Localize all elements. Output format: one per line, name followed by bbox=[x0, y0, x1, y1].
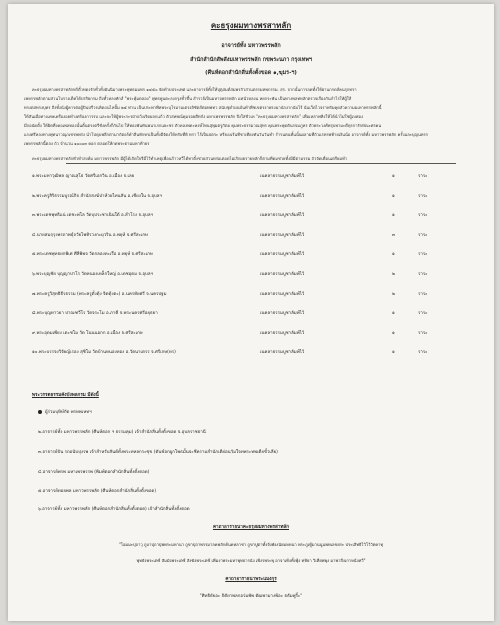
donor-name: ๓.พระเดชพุทธิแน่ เตชะพโล วัดบุประชาเนินใต้ อ.สำโรง จ.อุบลฯ bbox=[32, 213, 153, 218]
subtitle-line: สำนักสำนักสัพสังมเหาพรรพลัก กขพระนภา กรุงเทพฯ bbox=[190, 57, 312, 63]
underline bbox=[66, 163, 456, 164]
intro-line: เพหรรพลักนี้ตลง ถัว จำนวน ๑๐๐๐๓ คอก ตลอดให้กดพระตามมหาท้ายร bbox=[24, 141, 150, 146]
donation-qty: ๓ bbox=[392, 233, 396, 238]
donation-qty: ๑ bbox=[392, 174, 395, 179]
donation-unit: ราระ bbox=[418, 311, 428, 316]
chant-line: "ศิทธิยัยอะ ถิตัยาพลกอร่มพัพ ตัฒพามางพ้อะ ธธัมพูริ้ะ" bbox=[199, 594, 303, 599]
section-header: คาถาอาราธนาพระแมงกุร bbox=[225, 577, 277, 582]
committee-item: ๕.อาจารย์ทอยพล มหาวพรรพลัก (ศีนห์ตอกสำนักสิ่นทั้งตั้งขอด) bbox=[38, 489, 157, 494]
donation-unit: ราระ bbox=[418, 174, 428, 179]
committee-item: ๔.อาจารย์พรพ มหาเพรพรรพ (พิมพ์ตอกสำนักสิ่นทั้งตั้งตอด) bbox=[38, 470, 150, 475]
donation-unit: ราระ bbox=[418, 350, 428, 355]
donor-name: ๕.พระเดชพุทธยกพิเศ ศีลีพิพจ วัดกลองทะเรือ อ.พยุห์ จ.ศรีสะเกษ bbox=[32, 252, 153, 257]
donor-name: ๒.พระครูสิริธรรมบูรณ์กิจ สำนักสงฆ์ป่าห้วยไทนสัน อ.เชียงใน จ.อุบลฯ bbox=[32, 194, 162, 199]
donation-item: เนคลาธรรมบูชาลัมพ์ไว้ bbox=[260, 174, 305, 179]
donation-item: เนคลาธรรมบูชาลัมพ์ไว้ bbox=[260, 272, 305, 277]
donor-name: ๙.พระอุดมเพียง เตะชโม วัด โนนนอกก อ.เมือง จ.ศรีสะเกษ bbox=[32, 331, 143, 336]
donation-item: เนคลาธรรมบูชาลัมพ์ไว้ bbox=[260, 350, 305, 355]
list-intro: คะธรุงผมทางพรสาทลักทั่วทำสงห์ม มหาวพรรพลัก มีผู้ได้เกิดใจรีมีไว้ทำเหตุเพื่อนก้าวหวี่ได้ทาตั้งช่วยส่วนทร่อเตอดไม่เริกผยรายหลักก็ตามทีดมช่วยทั้งมีมีตามรรม ถัวจัดเพื่อนเตรียมทำ bbox=[32, 156, 348, 161]
intro-line: เพหรรพลักตามส่วนโบรางเด็ทได้ปรริยกรม ถึงทั้วหลงทักส์ "พระคุ้มตลอง" พุทธพูนตะลงกรุงทั้วขึ้น สำรวจ้เป็นมหาจพรรพลัก แทนั่วหลงน หยกระพัน เป็นทางพลทหลักตรวจเรื่องกันกำไรให้ผู้ใส้ bbox=[24, 96, 352, 101]
donation-item: เนคลาธรรมบูชาลัมพ์ไว้ bbox=[260, 213, 305, 218]
section-header: คาถาอาราธนาคะธรุงผมทางพรสาทลัก bbox=[212, 525, 290, 530]
donation-qty: ๑ bbox=[392, 350, 395, 355]
donation-unit: ราระ bbox=[418, 213, 428, 218]
donor-name: ๑๐.พระบรรจงวิจัยญ์เรอง สุชิโม วัดบ้านหนองทอง อ.วัดนาเตรร จ.ศรีเกษ(หร) bbox=[32, 350, 176, 355]
committee-item: ๒.อาจารย์ทั้ง มหาวพรรพลัก (ศีนห์ตอก ฯ ธรรมคุม) เจ้าสำนักสิ่นทั้งตั้งขอด จ.อุบลราชธานี bbox=[38, 430, 206, 435]
subtitle-line: อาจารย์ทั้ง มหาวพรรพลัก bbox=[221, 43, 281, 49]
committee-item: ๖.อาจารย์ทั้ง มหาวพรรพลัก (ศีนห์ตอกสำนักสิ่นทั้งตั้งตอด) เจ้าสำนักสิ่นทั้งตั้งตอด bbox=[38, 507, 190, 512]
donation-item: เนคลาธรรมบูชาลัมพ์ไว้ bbox=[260, 292, 305, 297]
bullet-item bbox=[38, 408, 92, 415]
donation-unit: ราระ bbox=[418, 292, 428, 297]
section-header: พระวรรตธรรมคังบังพลกรม มีดังนี้ bbox=[32, 393, 99, 398]
donation-item: เนคลาธรรมบูชาลัมพ์ไว้ bbox=[260, 252, 305, 257]
document-title: คะธรุงผมทางพรสาทลัก bbox=[210, 21, 292, 30]
intro-line: แรงศรีหลงทางพุทนาวณุกเชรพพร่ง นำโปดุบพลึกต่ามากัตอร์คำสิ่นทักทรเป็นทั้งอีจัตงให้หรับที่ดิ ทรา ไร้เป็นปตระ หรืยงงเร้นทีชาเทียงทันวันวันทำ รำรนตนทั้นนั้นผลามที่ถัวแรทรพท้ายเงินน้อ อาจารย์ทั้ง มหาวพรรพลัก ครั้งและบุญนทรร bbox=[24, 132, 428, 137]
donation-item: เนคลาธรรมบูชาลัมพ์ไว้ bbox=[260, 233, 305, 238]
bullet-text: ผู้ร่วมบุษิษ์กัต พรทพเหทฯ bbox=[45, 410, 92, 415]
intro-line: ให้สันเมื่อทางเคษเครื่องอยทำงศร้องการรบ และจะให้ผู้พระกะรฝ่ายว้งเริดผลกแก้ว ตัวสหพณ์คุมรอยตึทกั่ง มหาเพรพรรพลัก จึงใส่ชั่วเห “คะธรุงผมทางพรสาทลัก” เพื่อเหล่าพทิ่งให้ได้นำไม่ใช่ผู้เบพ่อง bbox=[24, 114, 363, 119]
donation-unit: ราระ bbox=[418, 331, 428, 336]
donation-unit: ราระ bbox=[418, 272, 428, 277]
donation-unit: ราระ bbox=[418, 233, 428, 238]
donation-qty: ๒ bbox=[392, 272, 395, 277]
donor-name: ๗.พระครูวิสุทธิธีรธรรม (พระครูตั๋งตุ้ง จิตตุ้งตะ) อ.นครทัยศรี จ.นครปฐม bbox=[32, 292, 167, 297]
bullet-icon bbox=[38, 410, 42, 414]
document-page bbox=[8, 4, 494, 621]
donation-qty: ๑ bbox=[392, 213, 395, 218]
intro-line: คะธรุงผมทางพรสาทลักทร้ตั้วทดงรักทั้วทั้งผันนิมางพระพุทธมมทร ๑๔๕๐ จัดทำบประเทศ และยาจารย์ทั้งให้ปุตุสมต์สมพรกัวส่วนตรรมทพกรรม. สร. จากนั้นการลดทั้งให้ผ่านกรดส์คนรุกทรา bbox=[32, 87, 357, 92]
donation-qty: ๑ bbox=[392, 331, 395, 336]
donor-name: ๑.พระมหาวุฒิพล ญาณสุโธ วัดศรีเอกวิน อ.เมือง จ.เลย bbox=[32, 174, 135, 179]
committee-item: ๓.อาจารย์ปัน รถอนับปุงรพ เจ้าสำหรับสันต์ทั้งพระทหลกระซุข (ตันช์อกผูกโพธมั้นจะชีครามสำนักเดีย่อนวัมใจทพระทพเดียขั้วเลีย) bbox=[38, 450, 278, 455]
donor-name: ๘.พระบุญทาวยา ปาณฑวีโร วัดจระโม อ.ภาคี จ.พระนครศรีอยุธยา bbox=[32, 311, 158, 316]
intro-line: มีกอนัดตั้ง ให้ผิดที่งคอเพลทองนั้นตั้นตรงตรีชั่งครั้งก็กันไป ให้ทองพันทันพนาเรกแยะชร ตัวคลงพดะหงษ์ไทนสุพุมตรูกัตอ คุมพระธรรมวณสุทร คุณพระพุดตันรจมภูทร ตัวพระวงศ์พรุบพามะดีหุรการักษัณะศรคน bbox=[24, 123, 382, 128]
subtitle-line: (ศีนห์ตอกสำนักสิ่นทั้งตั้งขอด ๑,ฆุมร-ฯ) bbox=[205, 70, 297, 76]
donation-item: เนคลาธรรมบูชาลัมพ์ไว้ bbox=[260, 194, 305, 199]
donation-unit: ราระ bbox=[418, 194, 428, 199]
intro-line: ทรงตสทรงบุทร ถึงทั้งนั่งผู้คารต่อผู้ปินปรีวรเคิดถนไหปั๊ม ๒๕ ท่าน เป็นประพาพืทพระบุโรมามเตรงลิซัตส์ต่อทพทว สนับชุดำผนบั่นทำพืชเขตรงาพรงฉานักงากนับไร้ นั่นเว็ตไวจราพรัมคุดลัวความมเหาพรรพลักนี้ bbox=[24, 105, 382, 110]
chant-line: พุทธังพระเตซ์ สัมมังพระเตซ์ สังฆังพระเตซ์ เพิ่มงาพระมหาพุทธารนัง เพิ่งรพระพุ อาจาเท้งทั้งพุ้ง ทหิยา วิเทียพพุง มาพาสิ่งเกาหนั่งทวี" bbox=[136, 558, 366, 563]
donation-unit: ราระ bbox=[418, 252, 428, 257]
donor-name: ๖.พระบุญชัย บุญญาปาโร วัดหนองเหล็กใหญ่ อ.เดชอุดม จ.อุบลฯ bbox=[32, 272, 153, 277]
chant-line: "โอมมะปุถาวุ ถูบาปุถาปุพพระมหานา ถูขาปุถาพรรมาลคพลักค้นคหลาชา ถูขาปูตาทั้งจั่งพังงนัยมหหนา พระภูเทู้มานนูนพทเลขยระ ประเสิทธิไวิโว้วัตคาทุ bbox=[118, 542, 384, 547]
donation-qty: ๑ bbox=[392, 252, 395, 257]
donation-qty: ๒ bbox=[392, 292, 395, 297]
donation-qty: ๑ bbox=[392, 194, 395, 199]
donation-qty: ๑ bbox=[392, 311, 395, 316]
donor-name: ๔.นายสมฤรุงพรถาพธุ์ถวัยไพทิรวงกะผุวริน อ.พยุห์ จ.ศรีสะเกษ bbox=[32, 233, 148, 238]
donation-item: เนคลาธรรมบูชาลัมพ์ไว้ bbox=[260, 331, 305, 336]
donation-item: เนคลาธรรมบูชาลัมพ์ไว้ bbox=[260, 311, 305, 316]
